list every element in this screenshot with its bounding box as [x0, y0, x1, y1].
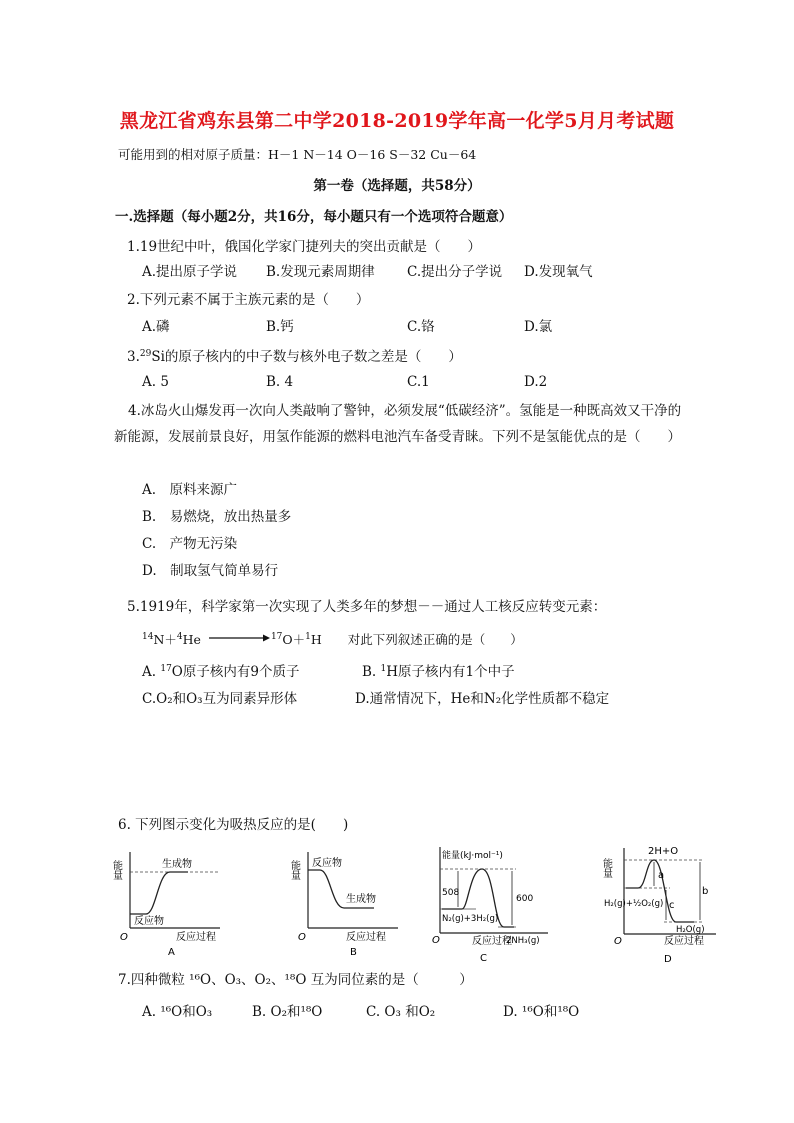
q4-option-c: C. 产物无污染 — [142, 536, 238, 552]
q1-option-d: D.发现氧气 — [524, 264, 593, 280]
diagram-b — [290, 846, 420, 958]
q5-a-prefix: A. — [142, 664, 157, 680]
diagram-c-ylabel: 能量(kJ·mol⁻¹) — [442, 851, 503, 861]
diagram-c-value-600: 600 — [516, 894, 534, 904]
page-title: 黑龙江省鸡东县第二中学2018-2019学年高一化学5月月考试题 — [119, 110, 675, 132]
diagram-d-a: a — [658, 870, 665, 881]
q5-option-a — [142, 660, 299, 681]
diagram-b-label: B — [350, 947, 357, 958]
diagram-a-ylabel: 能量 — [110, 860, 122, 880]
q1-option-a: A.提出原子学说 — [142, 264, 238, 280]
diagram-b-reactant: 反应物 — [312, 858, 342, 869]
q4-option-d: D. 制取氢气简单易行 — [142, 563, 279, 579]
q5-option-c: C.O₂和O₃互为同素异形体 — [142, 691, 298, 707]
diagram-a — [112, 846, 272, 958]
diagram-a-reactant: 反应物 — [134, 916, 164, 927]
q3-option-d: D.2 — [524, 374, 548, 390]
q5-b-prefix: B. — [362, 664, 377, 680]
diagram-a-label: A — [168, 947, 175, 958]
q5-b-text: H原子核内有1个中子 — [386, 664, 515, 680]
q1-option-c: C.提出分子学说 — [407, 264, 503, 280]
diagram-c-xlabel: 反应过程 — [472, 936, 512, 947]
diagram-a-product: 生成物 — [162, 859, 192, 870]
q2-option-c: C.铬 — [407, 319, 435, 335]
diagram-b-product: 生成物 — [346, 894, 376, 905]
diagram-b-ylabel: 能量 — [288, 860, 300, 880]
q1-stem: 1.19世纪中叶，俄国化学家门捷列夫的突出贡献是（ ） — [127, 239, 482, 255]
q5-a-text: O原子核内有9个质子 — [171, 664, 300, 680]
q6-stem: 6. 下列图示变化为吸热反应的是( ) — [118, 817, 349, 833]
q7-stem: 7.四种微粒 ¹⁶O、O₃、O₂、¹⁸O 互为同位素的是（ ） — [118, 972, 473, 988]
section-title: 一.选择题（每小题2分，共16分，每小题只有一个选项符合题意） — [115, 209, 513, 225]
q5-he-mass: 4 — [176, 632, 183, 642]
q3-option-a: A. 5 — [142, 374, 169, 390]
q3-stem-text: Si的原子核内的中子数与核外电子数之差是（ ） — [151, 349, 462, 365]
diagram-d-top-state: 2H+O — [648, 846, 679, 857]
diagram-c-label: C — [480, 953, 487, 964]
q5-n: N＋ — [153, 632, 177, 647]
q2-option-b: B.钙 — [266, 319, 294, 335]
q5-o-mass: 17 — [270, 632, 283, 642]
diagram-c-value-508: 508 — [442, 888, 460, 898]
diagram-a-xlabel: 反应过程 — [176, 932, 216, 943]
q5-n-mass: 14 — [142, 632, 154, 642]
diagram-c-origin: O — [432, 935, 440, 946]
q5-h-mass: 1 — [305, 632, 311, 642]
q3-stem — [127, 345, 462, 366]
volume-title: 第一卷（选择题，共58分） — [313, 178, 481, 194]
q5-option-d: D.通常情况下，He和N₂化学性质都不稳定 — [355, 691, 610, 707]
diagram-d-product: H₂O(g) — [676, 925, 705, 935]
diagram-c — [432, 843, 557, 965]
diagram-b-origin: O — [298, 932, 306, 943]
diagram-d-c: c — [669, 900, 675, 911]
q7-option-d: D. ¹⁶O和¹⁸O — [503, 1004, 580, 1020]
q2-option-d: D.氯 — [524, 319, 553, 335]
q3-option-b: B. 4 — [266, 374, 294, 390]
q1-option-b: B.发现元素周期律 — [266, 264, 375, 280]
q5-he: He — [182, 632, 201, 647]
q4-option-b: B. 易燃烧，放出热量多 — [142, 509, 292, 525]
diagram-d-reactant: H₂(g)+½O₂(g) — [604, 899, 664, 909]
diagram-c-product: 2NH₃(g) — [506, 936, 540, 946]
q3-number: 3. — [127, 349, 140, 365]
q3-option-c: C.1 — [407, 374, 430, 390]
q5-a-mass: 17 — [160, 664, 172, 674]
diagram-d-ylabel: 能量 — [600, 858, 612, 878]
diagram-d-origin: O — [614, 936, 622, 947]
diagram-d — [600, 842, 724, 966]
q3-mass-number: 29 — [139, 349, 152, 359]
q4-stem: 4.冰岛火山爆发再一次向人类敲响了警钟，必须发展“低碳经济”。氢能是一种既高效又干净的新能源，发展前景良好，用氢作能源的燃料电池汽车备受青睐。下列不是氢能优点的是（ ） — [114, 403, 682, 445]
reaction-arrow-icon — [205, 633, 271, 643]
q7-option-a: A. ¹⁶O和O₃ — [142, 1004, 213, 1020]
q4-option-a: A. 原料来源广 — [142, 482, 238, 498]
diagram-a-origin: O — [120, 932, 128, 943]
q5-b-mass: 1 — [380, 664, 387, 674]
diagram-b-xlabel: 反应过程 — [346, 932, 386, 943]
q7-option-c: C. O₃ 和O₂ — [366, 1004, 436, 1020]
q2-option-a: A.磷 — [142, 319, 170, 335]
q5-stem: 5.1919年，科学家第一次实现了人类多年的梦想－－通过人工核反应转变元素： — [127, 599, 607, 615]
q7-option-b: B. O₂和¹⁸O — [252, 1004, 323, 1020]
diagram-d-xlabel: 反应过程 — [664, 936, 704, 947]
q5-o: O＋ — [282, 632, 306, 647]
diagram-d-b: b — [702, 886, 709, 897]
atomic-masses: 可能用到的相对原子质量：H－1 N－14 O－16 S－32 Cu－64 — [118, 147, 477, 162]
diagram-d-label: D — [664, 954, 672, 965]
q5-option-b — [362, 660, 515, 681]
q5-equation — [142, 628, 523, 649]
q5-question: 对此下列叙述正确的是（ ） — [347, 632, 523, 647]
q5-h: H — [310, 632, 322, 647]
diagram-c-reactant: N₂(g)+3H₂(g) — [442, 914, 499, 924]
q2-stem: 2.下列元素不属于主族元素的是（ ） — [127, 292, 370, 308]
